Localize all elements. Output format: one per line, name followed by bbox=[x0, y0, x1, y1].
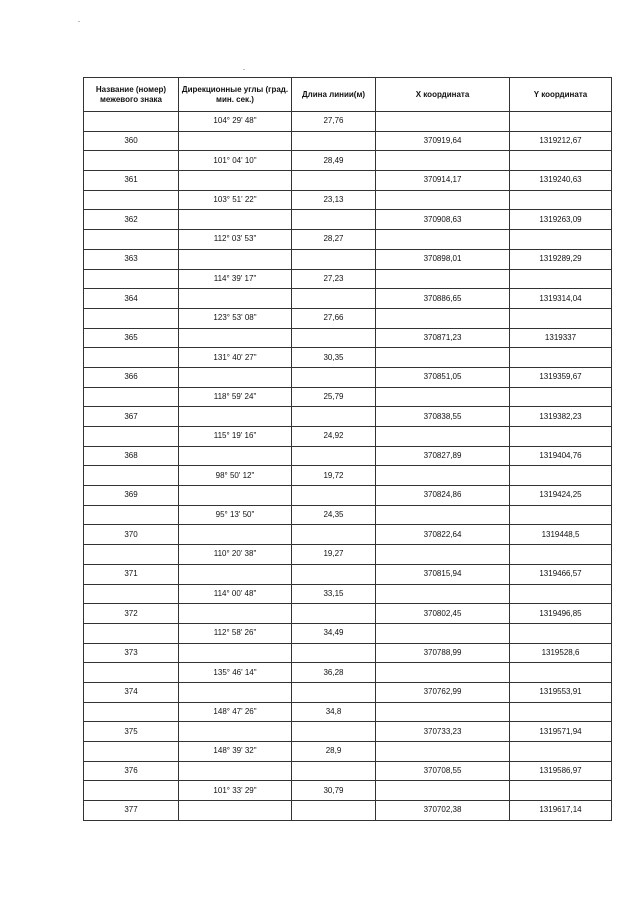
cell-y-coordinate: 1319404,76 bbox=[510, 446, 612, 466]
cell-x-coordinate bbox=[376, 151, 510, 171]
cell-line-length: 27,76 bbox=[292, 112, 376, 132]
table-row bbox=[84, 525, 612, 545]
cell-bearing: 101° 04' 10" bbox=[179, 151, 292, 171]
cell-y-coordinate bbox=[510, 663, 612, 683]
cell-line-length: 30,79 bbox=[292, 781, 376, 801]
cell-x-coordinate bbox=[376, 702, 510, 722]
cell-line-length: 25,79 bbox=[292, 387, 376, 407]
cell-bearing bbox=[179, 446, 292, 466]
table-row bbox=[84, 249, 612, 269]
cell-x-coordinate bbox=[376, 112, 510, 132]
cell-line-length bbox=[292, 801, 376, 821]
scan-speck bbox=[78, 21, 80, 22]
cell-x-coordinate: 370762,99 bbox=[376, 682, 510, 702]
cell-y-coordinate bbox=[510, 742, 612, 762]
cell-x-coordinate bbox=[376, 781, 510, 801]
cell-mark-name: 363 bbox=[84, 249, 179, 269]
cell-bearing: 123° 53' 08" bbox=[179, 308, 292, 328]
cell-line-length: 27,66 bbox=[292, 308, 376, 328]
cell-line-length: 30,35 bbox=[292, 348, 376, 368]
cell-line-length: 27,23 bbox=[292, 269, 376, 289]
cell-x-coordinate bbox=[376, 545, 510, 565]
cell-line-length: 34,49 bbox=[292, 623, 376, 643]
table-row bbox=[84, 151, 612, 171]
cell-mark-name bbox=[84, 505, 179, 525]
cell-mark-name bbox=[84, 230, 179, 250]
cell-mark-name: 371 bbox=[84, 564, 179, 584]
cell-bearing: 148° 39' 32" bbox=[179, 742, 292, 762]
cell-y-coordinate: 1319359,67 bbox=[510, 367, 612, 387]
cell-line-length bbox=[292, 722, 376, 742]
cell-y-coordinate: 1319337 bbox=[510, 328, 612, 348]
cell-x-coordinate: 370733,23 bbox=[376, 722, 510, 742]
cell-line-length bbox=[292, 564, 376, 584]
table-row bbox=[84, 623, 612, 643]
table-row bbox=[84, 387, 612, 407]
table-row bbox=[84, 643, 612, 663]
cell-line-length: 24,35 bbox=[292, 505, 376, 525]
cell-mark-name: 366 bbox=[84, 367, 179, 387]
cell-x-coordinate: 370851,05 bbox=[376, 367, 510, 387]
cell-bearing bbox=[179, 486, 292, 506]
table-row bbox=[84, 545, 612, 565]
table-row bbox=[84, 446, 612, 466]
table-row bbox=[84, 328, 612, 348]
cell-x-coordinate bbox=[376, 742, 510, 762]
cell-line-length bbox=[292, 604, 376, 624]
cell-mark-name bbox=[84, 663, 179, 683]
cell-bearing: 95° 13' 50" bbox=[179, 505, 292, 525]
cell-bearing: 135° 46' 14" bbox=[179, 663, 292, 683]
header-x-coordinate: X координата bbox=[376, 78, 510, 112]
cell-x-coordinate: 370898,01 bbox=[376, 249, 510, 269]
cell-bearing bbox=[179, 367, 292, 387]
cell-x-coordinate: 370815,94 bbox=[376, 564, 510, 584]
table-row bbox=[84, 348, 612, 368]
cell-mark-name: 376 bbox=[84, 761, 179, 781]
cell-line-length: 33,15 bbox=[292, 584, 376, 604]
cell-bearing: 115° 19' 16" bbox=[179, 427, 292, 447]
table-row bbox=[84, 722, 612, 742]
table-header-row bbox=[84, 78, 612, 112]
table-row bbox=[84, 663, 612, 683]
table-row bbox=[84, 407, 612, 427]
cell-y-coordinate: 1319617,14 bbox=[510, 801, 612, 821]
cell-mark-name bbox=[84, 781, 179, 801]
cell-line-length: 28,49 bbox=[292, 151, 376, 171]
header-bearing: Дирекционные углы (град. мин. сек.) bbox=[179, 78, 292, 112]
cell-x-coordinate: 370919,64 bbox=[376, 131, 510, 151]
cell-y-coordinate bbox=[510, 466, 612, 486]
cell-mark-name bbox=[84, 623, 179, 643]
cell-bearing: 103° 51' 22" bbox=[179, 190, 292, 210]
table-row bbox=[84, 131, 612, 151]
cell-y-coordinate bbox=[510, 112, 612, 132]
cell-bearing: 148° 47' 26" bbox=[179, 702, 292, 722]
cell-line-length bbox=[292, 446, 376, 466]
cell-x-coordinate: 370914,17 bbox=[376, 171, 510, 191]
table-row bbox=[84, 269, 612, 289]
cell-bearing: 118° 59' 24" bbox=[179, 387, 292, 407]
header-mark-name: Название (номер) межевого знака bbox=[84, 78, 179, 112]
cell-x-coordinate: 370702,38 bbox=[376, 801, 510, 821]
table-row bbox=[84, 584, 612, 604]
cell-x-coordinate: 370838,55 bbox=[376, 407, 510, 427]
cell-bearing bbox=[179, 604, 292, 624]
cell-mark-name bbox=[84, 348, 179, 368]
table-row bbox=[84, 308, 612, 328]
cell-x-coordinate bbox=[376, 230, 510, 250]
cell-y-coordinate: 1319528,6 bbox=[510, 643, 612, 663]
cell-line-length bbox=[292, 407, 376, 427]
cell-line-length bbox=[292, 367, 376, 387]
cell-bearing bbox=[179, 407, 292, 427]
cell-bearing bbox=[179, 289, 292, 309]
table-row bbox=[84, 702, 612, 722]
cell-bearing bbox=[179, 682, 292, 702]
scan-speck bbox=[243, 69, 245, 70]
cell-y-coordinate bbox=[510, 151, 612, 171]
cell-bearing: 114° 00' 48" bbox=[179, 584, 292, 604]
cell-x-coordinate: 370708,55 bbox=[376, 761, 510, 781]
cell-x-coordinate bbox=[376, 466, 510, 486]
cell-bearing: 112° 03' 53" bbox=[179, 230, 292, 250]
cell-bearing: 98° 50' 12" bbox=[179, 466, 292, 486]
cell-bearing bbox=[179, 525, 292, 545]
cell-mark-name bbox=[84, 190, 179, 210]
boundary-marks-table bbox=[83, 77, 612, 821]
cell-x-coordinate bbox=[376, 663, 510, 683]
table-row bbox=[84, 682, 612, 702]
cell-mark-name bbox=[84, 387, 179, 407]
cell-y-coordinate: 1319496,85 bbox=[510, 604, 612, 624]
cell-line-length bbox=[292, 249, 376, 269]
cell-line-length bbox=[292, 328, 376, 348]
cell-line-length bbox=[292, 210, 376, 230]
cell-y-coordinate: 1319571,94 bbox=[510, 722, 612, 742]
cell-bearing: 131° 40' 27" bbox=[179, 348, 292, 368]
cell-line-length: 23,13 bbox=[292, 190, 376, 210]
cell-mark-name bbox=[84, 308, 179, 328]
cell-line-length: 19,72 bbox=[292, 466, 376, 486]
cell-x-coordinate bbox=[376, 269, 510, 289]
cell-line-length: 34,8 bbox=[292, 702, 376, 722]
cell-mark-name bbox=[84, 702, 179, 722]
cell-y-coordinate: 1319382,23 bbox=[510, 407, 612, 427]
cell-x-coordinate bbox=[376, 584, 510, 604]
cell-x-coordinate: 370827,89 bbox=[376, 446, 510, 466]
table-row bbox=[84, 367, 612, 387]
cell-mark-name bbox=[84, 742, 179, 762]
cell-mark-name: 377 bbox=[84, 801, 179, 821]
cell-mark-name: 375 bbox=[84, 722, 179, 742]
table-row bbox=[84, 801, 612, 821]
table-row bbox=[84, 761, 612, 781]
cell-mark-name: 361 bbox=[84, 171, 179, 191]
cell-bearing: 112° 58' 26" bbox=[179, 623, 292, 643]
cell-mark-name bbox=[84, 466, 179, 486]
cell-y-coordinate bbox=[510, 269, 612, 289]
cell-bearing bbox=[179, 643, 292, 663]
cell-y-coordinate: 1319289,29 bbox=[510, 249, 612, 269]
table-row bbox=[84, 466, 612, 486]
table-row bbox=[84, 781, 612, 801]
cell-bearing bbox=[179, 801, 292, 821]
cell-mark-name: 367 bbox=[84, 407, 179, 427]
table-row bbox=[84, 742, 612, 762]
cell-y-coordinate bbox=[510, 190, 612, 210]
table-body bbox=[84, 112, 612, 821]
cell-mark-name: 360 bbox=[84, 131, 179, 151]
cell-mark-name bbox=[84, 545, 179, 565]
cell-x-coordinate bbox=[376, 427, 510, 447]
cell-bearing bbox=[179, 722, 292, 742]
cell-line-length: 28,9 bbox=[292, 742, 376, 762]
cell-bearing: 101° 33' 29" bbox=[179, 781, 292, 801]
cell-y-coordinate bbox=[510, 308, 612, 328]
cell-mark-name: 370 bbox=[84, 525, 179, 545]
cell-y-coordinate bbox=[510, 505, 612, 525]
cell-mark-name bbox=[84, 269, 179, 289]
table-row bbox=[84, 604, 612, 624]
cell-bearing bbox=[179, 328, 292, 348]
cell-y-coordinate: 1319553,91 bbox=[510, 682, 612, 702]
cell-y-coordinate bbox=[510, 545, 612, 565]
cell-bearing bbox=[179, 564, 292, 584]
cell-mark-name: 372 bbox=[84, 604, 179, 624]
cell-mark-name: 369 bbox=[84, 486, 179, 506]
cell-x-coordinate: 370788,99 bbox=[376, 643, 510, 663]
cell-line-length bbox=[292, 131, 376, 151]
cell-bearing: 114° 39' 17" bbox=[179, 269, 292, 289]
cell-x-coordinate: 370908,63 bbox=[376, 210, 510, 230]
cell-mark-name bbox=[84, 112, 179, 132]
cell-bearing: 104° 29' 48" bbox=[179, 112, 292, 132]
cell-y-coordinate bbox=[510, 427, 612, 447]
cell-y-coordinate: 1319240,63 bbox=[510, 171, 612, 191]
cell-x-coordinate: 370886,65 bbox=[376, 289, 510, 309]
cell-bearing bbox=[179, 761, 292, 781]
table-row bbox=[84, 171, 612, 191]
cell-mark-name: 362 bbox=[84, 210, 179, 230]
cell-mark-name: 374 bbox=[84, 682, 179, 702]
cell-bearing bbox=[179, 131, 292, 151]
cell-bearing: 110° 20' 38" bbox=[179, 545, 292, 565]
cell-x-coordinate bbox=[376, 387, 510, 407]
cell-line-length bbox=[292, 761, 376, 781]
cell-y-coordinate: 1319586,97 bbox=[510, 761, 612, 781]
cell-mark-name bbox=[84, 427, 179, 447]
table-row bbox=[84, 230, 612, 250]
header-y-coordinate: Y координата bbox=[510, 78, 612, 112]
cell-y-coordinate: 1319263,09 bbox=[510, 210, 612, 230]
cell-bearing bbox=[179, 249, 292, 269]
cell-mark-name: 373 bbox=[84, 643, 179, 663]
cell-x-coordinate bbox=[376, 348, 510, 368]
cell-x-coordinate: 370822,64 bbox=[376, 525, 510, 545]
cell-mark-name: 368 bbox=[84, 446, 179, 466]
table-row bbox=[84, 112, 612, 132]
cell-line-length: 19,27 bbox=[292, 545, 376, 565]
cell-line-length bbox=[292, 171, 376, 191]
cell-y-coordinate bbox=[510, 348, 612, 368]
cell-y-coordinate: 1319314,04 bbox=[510, 289, 612, 309]
cell-line-length bbox=[292, 525, 376, 545]
cell-x-coordinate: 370871,23 bbox=[376, 328, 510, 348]
header-line-length: Длина линии(м) bbox=[292, 78, 376, 112]
cell-mark-name: 364 bbox=[84, 289, 179, 309]
cell-bearing bbox=[179, 210, 292, 230]
cell-x-coordinate bbox=[376, 623, 510, 643]
table-row bbox=[84, 505, 612, 525]
cell-line-length bbox=[292, 289, 376, 309]
cell-y-coordinate: 1319466,57 bbox=[510, 564, 612, 584]
cell-x-coordinate bbox=[376, 505, 510, 525]
table-row bbox=[84, 486, 612, 506]
cell-line-length bbox=[292, 643, 376, 663]
cell-y-coordinate: 1319424,25 bbox=[510, 486, 612, 506]
cell-line-length: 28,27 bbox=[292, 230, 376, 250]
cell-line-length: 36,28 bbox=[292, 663, 376, 683]
cell-y-coordinate bbox=[510, 781, 612, 801]
cell-x-coordinate: 370824,86 bbox=[376, 486, 510, 506]
cell-y-coordinate bbox=[510, 230, 612, 250]
cell-x-coordinate bbox=[376, 308, 510, 328]
table-row bbox=[84, 427, 612, 447]
cell-mark-name: 365 bbox=[84, 328, 179, 348]
table-row bbox=[84, 289, 612, 309]
cell-y-coordinate bbox=[510, 387, 612, 407]
cell-y-coordinate bbox=[510, 623, 612, 643]
cell-x-coordinate: 370802,45 bbox=[376, 604, 510, 624]
cell-y-coordinate bbox=[510, 702, 612, 722]
cell-line-length bbox=[292, 682, 376, 702]
cell-line-length: 24,92 bbox=[292, 427, 376, 447]
cell-bearing bbox=[179, 171, 292, 191]
cell-mark-name bbox=[84, 151, 179, 171]
cell-y-coordinate: 1319212,67 bbox=[510, 131, 612, 151]
cell-y-coordinate: 1319448,5 bbox=[510, 525, 612, 545]
cell-x-coordinate bbox=[376, 190, 510, 210]
cell-y-coordinate bbox=[510, 584, 612, 604]
table-row bbox=[84, 564, 612, 584]
cell-mark-name bbox=[84, 584, 179, 604]
cell-line-length bbox=[292, 486, 376, 506]
table-row bbox=[84, 190, 612, 210]
table-row bbox=[84, 210, 612, 230]
